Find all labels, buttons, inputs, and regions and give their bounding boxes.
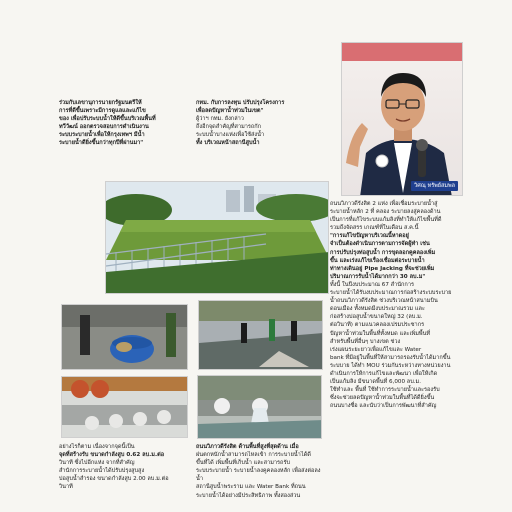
text-line: ผู้ว่าฯ กทม. ยังกล่าว bbox=[196, 116, 244, 123]
text-line: ปัญหาน้ำท่วมในพื้นที่ทั้งหมด และเพิ่มพื้นที่ bbox=[330, 330, 431, 337]
pond-photo bbox=[105, 181, 329, 294]
text-line: ทั้ง บริเวณหน้าสถานีสูบน้ำ bbox=[196, 140, 260, 147]
pond-illustration bbox=[106, 182, 329, 294]
text-line: สำนักการระบายน้ำได้ปรับปรุงสูบสูง bbox=[59, 468, 145, 475]
text-col-right bbox=[330, 200, 464, 410]
photo-canal-workers bbox=[198, 300, 323, 370]
text-line: ร่วมกับเลขานุการนายกรัฐมนตรีให้ bbox=[59, 100, 142, 106]
text-line: สถานีสูบน้ำพระราม และ Water Bank ที่ถนน bbox=[196, 484, 306, 491]
text-line: ทวีวัฒน์ ออกตรวจสอบการดำเนินงาน bbox=[59, 124, 149, 131]
portrait-photo bbox=[341, 42, 463, 196]
text-line: ดำเนินการให้การแก้ไขและพัฒนา เพื่อให้เกิด bbox=[330, 370, 438, 377]
text-line: ใช้ทำและ พื้นที่ ใช้ทำการระบายน้ำและรองรับ bbox=[330, 387, 440, 394]
text-line: ถนนวิภาวดีรังสิต 2 แห่ง เพื่อเชื่อมระบายน้ำสู่ bbox=[330, 201, 438, 207]
portrait-illustration bbox=[342, 43, 463, 196]
portrait-caption: วิศณุ ทรัพย์สมพล bbox=[411, 181, 458, 191]
text-line: กทม. กับการลงทุน ปรับปรุงโครงการ bbox=[196, 100, 285, 106]
photo-workers-bucket bbox=[61, 304, 188, 370]
text-line: ระบบระบายน้ำ ระบายน้ำลงคูคลองหลัก เพื่อส่งต่อลงน้ำ bbox=[196, 468, 321, 483]
text-line: ฝนตกหนักน้ำสามารถไหลเข้า การระบายน้ำได้ดี bbox=[196, 452, 311, 459]
text-line: วินาที bbox=[59, 484, 73, 491]
text-col-mid-top bbox=[196, 99, 324, 148]
text-line: ซึ่งจะช่วยลดปัญหาน้ำท่วมในพื้นที่ได้ดียิ่งขึ้น bbox=[330, 395, 435, 402]
text-line: ระบายน้ำดียิ่งขึ้นกว่าทุกปีที่ผ่านมา" bbox=[59, 140, 144, 147]
text-line: ต่อวินาที) ตามแนวคลองเปรมประชากร bbox=[330, 322, 425, 329]
text-line: ระบายน้ำได้รับงบประมาณการก่อสร้างระบบระบาย bbox=[330, 290, 452, 297]
text-line: ระบบน้ำบางแห่งเพื่อใช้ส่งน้ำ bbox=[196, 132, 265, 139]
text-line: เป็นแก้มลิง มีขนาดพื้นที่ 6,000 ลบ.ม. bbox=[330, 379, 422, 386]
text-line: วินาที ซึ่งไปอีกแห่ง จากที่สำคัญ bbox=[59, 460, 135, 467]
text-line: ถึงอีกจุดสำคัญที่สามารถกัก bbox=[196, 124, 262, 131]
photo-pipes bbox=[61, 376, 188, 438]
text-line: เป็นการที่แก้ไขระบบแก้มลิงที่ทำให้แก้ไขพื้นที่ดี bbox=[330, 217, 442, 224]
text-line: ขึ้นที่ได้ เพิ่มพื้นที่เก็บน้ำ และสามารถรับ bbox=[196, 460, 291, 467]
text-line: ถนนบางซื่อ และนับว่าเป็นการพัฒนาที่สำคัญ bbox=[330, 403, 437, 410]
text-line: บ่อสูบน้ำสำรอง ขนาดกำลังสูบ 2.00 ลบ.ม.ต่อ bbox=[59, 476, 169, 483]
text-line: ถนนวิภาวดีรังสิต ด้านพื้นที่สูงที่สุดด้าน เมื่อ bbox=[196, 444, 299, 450]
text-line: ท่าทางเดินอยู่ Pipe Jacking ที่จะช่วยเพิ่ม bbox=[330, 265, 435, 272]
text-col-left-top bbox=[59, 99, 191, 148]
text-line: ก่อสร้างบ่อสูบน้ำขนาดใหญ่ 32 (ลบ.ม. bbox=[330, 314, 423, 321]
text-line: จำเป็นต้องดำเนินการตามการจัดผู้ทำ เช่น bbox=[330, 241, 430, 248]
text-line: เพื่อลดปัญหาน้ำท่วมในเขต" bbox=[196, 108, 264, 115]
text-line: จุดที่สร้างรับ ขนาดกำลังสูบ 0.62 ลบ.ม.ต่อ bbox=[59, 452, 165, 459]
text-line: bank ที่มีอยู่ในพื้นที่ให้สามารถรองรับน้ำได้มากขึ้น bbox=[330, 354, 451, 361]
text-line: "การแก้ไขปัญหาบริเวณนี้หาดอยู่ bbox=[330, 233, 409, 240]
text-line: ระบายน้ำหลัก 2 ที่ คลอง ระบายลงสู่คลองด้าน bbox=[330, 209, 441, 216]
text-line: ทั้งนี้ ในปีงบประมาณ 67 สำนักการ bbox=[330, 281, 414, 288]
text-line: รวมถึงจัดสรร เกณฑ์ที่ในเดือน ส.ค.นี้ bbox=[330, 225, 419, 232]
text-line: ของ เพื่อปรับระบบน้ำให้ดีขึ้นบริเวณพื้นที่ bbox=[59, 116, 156, 123]
text-line: การที่ดีขึ้นเพราะมีการดูแลและแก้ไข bbox=[59, 108, 146, 115]
text-line: การปรับปรุงท่อสูบน้ำ การขุดลอกคูคลองเพิ่ม bbox=[330, 249, 436, 256]
text-line: เร่งแผนระยะยาวเพื่อแก้ไขและ Water bbox=[330, 346, 422, 353]
text-line: ระบายน้ำได้อย่างมีประสิทธิภาพ ทั้งสองส่วน bbox=[196, 492, 301, 499]
photo-outfall-pipes bbox=[197, 375, 322, 439]
text-line: ขึ้น และเร่งแก้ไขเรื่องเชื่อมต่อระบายน้ำ bbox=[330, 257, 425, 264]
text-line: อย่างไรก็ตาม เนื่องจากจุดนี้เป็น bbox=[59, 444, 135, 450]
text-line: ดอนเมือง ทั้งหมดมีงบประมาณรวม และ bbox=[330, 306, 425, 313]
text-line: ระบบระบายน้ำเพื่อให้กรุงเทพฯ มีน้ำ bbox=[59, 132, 145, 139]
text-line: ระบบาย ได้ทำ MOU ร่วมกันระหว่างทางหน่วยงาน bbox=[330, 362, 451, 369]
text-line: ปริมาณการรับน้ำได้มากกว่า 30 ลบ.ม" bbox=[330, 273, 426, 280]
text-line: สำหรับพื้นที่อื่นๆ บางเขต ช่วง bbox=[330, 338, 401, 345]
text-col-left-bottom bbox=[59, 443, 191, 492]
text-col-mid-bottom bbox=[196, 443, 324, 500]
text-line: น้ำถนนวิภาวดีรังสิต ช่วงบริเวณหน้าสนามบิน bbox=[330, 298, 438, 305]
